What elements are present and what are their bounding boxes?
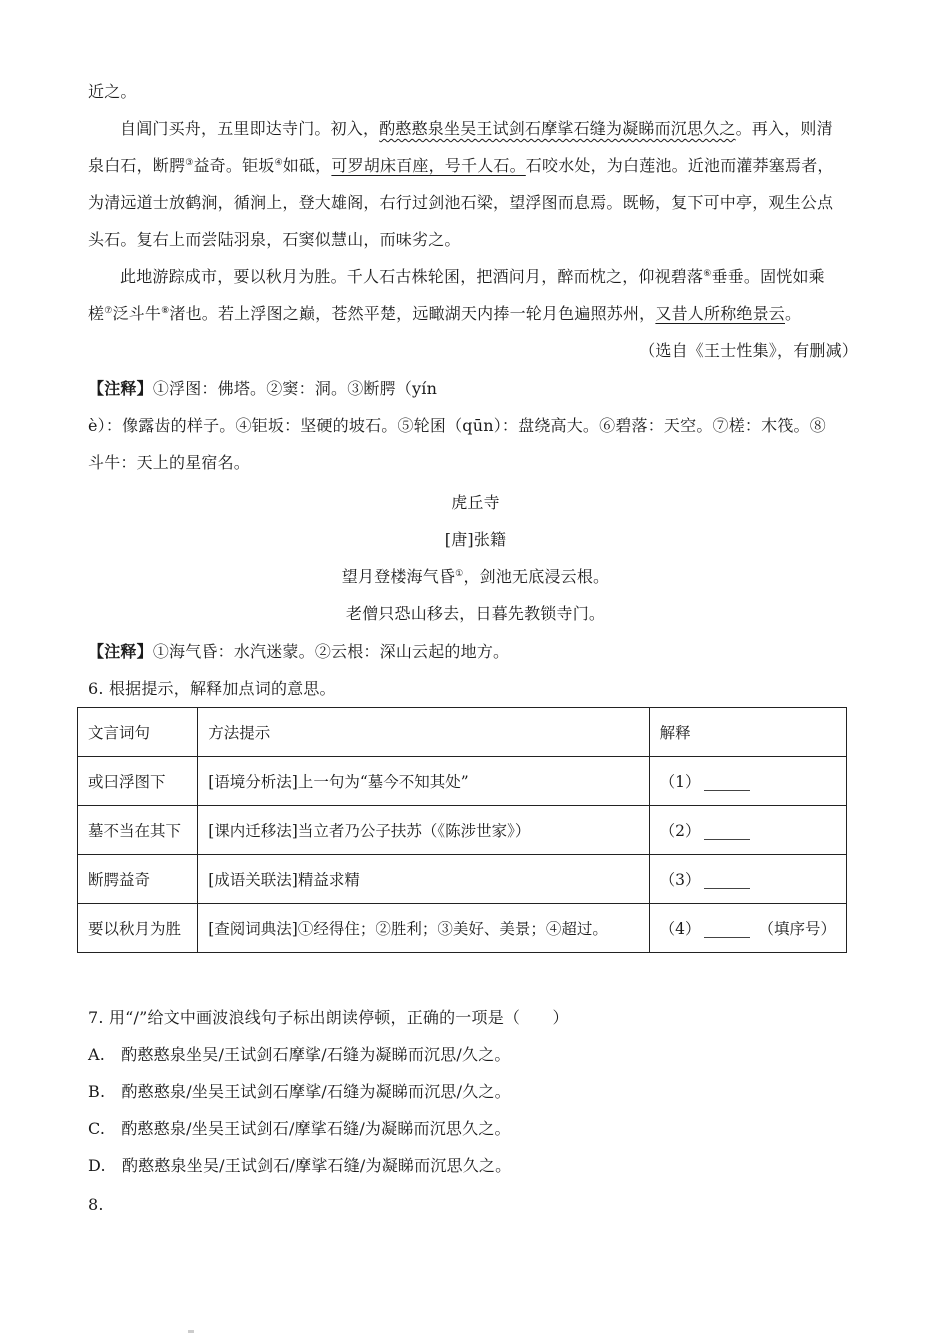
text: C. 酌憨憨泉/坐吴王试剑石/摩挲石缝/为凝睇而沉思久之。: [88, 1119, 511, 1138]
page-footer-mark: [188, 1330, 194, 1333]
text: A. 酌憨憨泉坐吴/王试剑石摩挲/石缝为凝睇而沉思/久之。: [88, 1045, 511, 1064]
table-row: [78, 855, 847, 904]
text: [唐]张籍: [444, 530, 507, 549]
text: 槎: [88, 304, 105, 323]
table-cell-phrase: 要以秋月为胜: [78, 904, 198, 953]
text: ①海气昏：水汽迷蒙。②云根：深山云起的地方。: [152, 642, 510, 661]
passage-line: [88, 190, 863, 216]
underlined-sentence: 可罗胡床百座，号千人石。: [331, 156, 526, 175]
table-cell-method: [课内迁移法]当立者乃公子扶苏（《陈涉世家》）: [198, 806, 649, 855]
table-row: [78, 904, 847, 953]
answer-number: （3）: [659, 871, 701, 889]
note-line: [88, 376, 863, 402]
answer-blank[interactable]: [704, 874, 750, 889]
passage-line: [88, 227, 863, 253]
text: （选自《王士性集》，有删减）: [639, 341, 858, 360]
passage-line: [88, 153, 863, 179]
table-cell-answer[interactable]: [649, 855, 846, 904]
text: è）：像露齿的样子。④钜坂：坚硬的坡石。⑤轮囷（qūn）：盘绕高大。⑥碧落：天空。⑦槎：木筏。⑧: [88, 416, 826, 435]
poem-line: [88, 601, 863, 627]
text: 此地游踪成市，要以秋月为胜。千人石古株轮囷，把酒问月，醉而枕之，仰视碧落: [120, 267, 704, 286]
text: 垂垂。固恍如乘: [711, 267, 825, 286]
table-cell-method: [语境分析法]上一句为“墓今不知其处”: [198, 757, 649, 806]
poem-author: [88, 527, 863, 553]
underlined-sentence: 又昔人所称绝景云: [655, 304, 785, 323]
text: 7. 用“/”给文中画波浪线句子标出朗读停顿，正确的一项是（ ）: [88, 1008, 569, 1027]
passage-line: [88, 79, 863, 105]
footnote-marker: ④: [274, 158, 283, 168]
passage-line: [120, 264, 863, 290]
option-b[interactable]: [88, 1079, 863, 1105]
footnote-marker: ⑧: [161, 306, 170, 316]
question-8-stem: [88, 1192, 863, 1218]
option-c[interactable]: [88, 1116, 863, 1142]
table-row: [78, 806, 847, 855]
question-7-stem: [88, 1005, 863, 1031]
answer-blank[interactable]: [704, 923, 750, 938]
note-line: [88, 450, 863, 476]
table-header-cell: 方法提示: [198, 708, 649, 757]
answer-blank[interactable]: [704, 825, 750, 840]
answer-blank[interactable]: [704, 776, 750, 791]
text: 望月登楼海气昏: [341, 567, 456, 586]
table-cell-method: [成语关联法]精益求精: [198, 855, 649, 904]
table-cell-method: [查阅词典法]①经得住；②胜利；③美好、美景；④超过。: [198, 904, 649, 953]
text: D. 酌憨憨泉坐吴/王试剑石/摩挲石缝/为凝睇而沉思久之。: [88, 1156, 512, 1175]
text: 为清远道士放鹤涧，循涧上，登大雄阁，右行过剑池石梁，望浮图而息焉。既畅，复下可中亭，观生公点: [88, 193, 834, 212]
table-cell-phrase: 墓不当在其下: [78, 806, 198, 855]
text: 。再入，则清: [735, 119, 833, 138]
question-6-stem: [88, 676, 863, 702]
source-citation: [88, 338, 858, 364]
table-header-cell: 解释: [649, 708, 846, 757]
footnote-marker: ⑦: [104, 306, 113, 316]
text: 。: [785, 304, 802, 323]
table-cell-answer[interactable]: [649, 904, 846, 953]
text: 益奇。钜坂: [193, 156, 275, 175]
table-header-row: [78, 708, 847, 757]
footnote-marker: ③: [185, 158, 194, 168]
table-cell-answer[interactable]: [649, 806, 846, 855]
footnote-marker: ①: [455, 569, 464, 579]
text: ①浮图：佛塔。②窦：洞。③断腭（yín: [152, 379, 438, 398]
passage-line: [120, 116, 863, 142]
answer-table: [77, 707, 847, 953]
passage-line: [88, 301, 863, 327]
table-cell-phrase: 或曰浮图下: [78, 757, 198, 806]
text: 8.: [88, 1195, 104, 1214]
text: 头石。复右上而尝陆羽泉，石窦似慧山，而味劣之。: [88, 230, 461, 249]
footnote-marker: ⑥: [703, 269, 712, 279]
text: 如砥，: [282, 156, 332, 175]
wavy-underlined-sentence: 酌憨憨泉坐吴王试剑石摩挲石缝为凝睇而沉思久之: [379, 119, 736, 138]
note-label: 【注释】: [88, 642, 153, 661]
note-line: [88, 639, 863, 665]
text: 近之。: [88, 82, 137, 101]
option-d[interactable]: [88, 1153, 863, 1179]
text: 虎丘寺: [451, 493, 500, 512]
table-cell-answer[interactable]: [649, 757, 846, 806]
table-header-cell: 文言词句: [78, 708, 198, 757]
note-label: 【注释】: [88, 379, 153, 398]
text: 自阊门买舟，五里即达寺门。初入，: [120, 119, 380, 138]
note-line: [88, 413, 863, 439]
answer-hint: （填序号）: [758, 920, 836, 938]
answer-number: （2）: [659, 822, 701, 840]
text: B. 酌憨憨泉/坐吴王试剑石摩挲/石缝为凝睇而沉思/久之。: [88, 1082, 511, 1101]
option-a[interactable]: [88, 1042, 863, 1068]
text: 泉白石，断腭: [88, 156, 186, 175]
poem-line: [88, 564, 863, 590]
answer-number: （1）: [659, 773, 701, 791]
text: 石咬水处，为白莲池。近池而灌莽塞焉者，: [525, 156, 834, 175]
answer-number: （4）: [659, 920, 701, 938]
table-cell-phrase: 断腭益奇: [78, 855, 198, 904]
text: 6. 根据提示，解释加点词的意思。: [88, 679, 336, 698]
text: 泛斗牛: [112, 304, 162, 323]
poem-title: [88, 490, 863, 516]
text: 老僧只恐山移去，日暮先教锁寺门。: [345, 604, 606, 623]
text: 渚也。若上浮图之巅，苍然平楚，远瞰湖天内捧一轮月色遍照苏州，: [169, 304, 656, 323]
text: 斗牛：天上的星宿名。: [88, 453, 251, 472]
table-row: [78, 757, 847, 806]
text: ，剑池无底浸云根。: [463, 567, 610, 586]
